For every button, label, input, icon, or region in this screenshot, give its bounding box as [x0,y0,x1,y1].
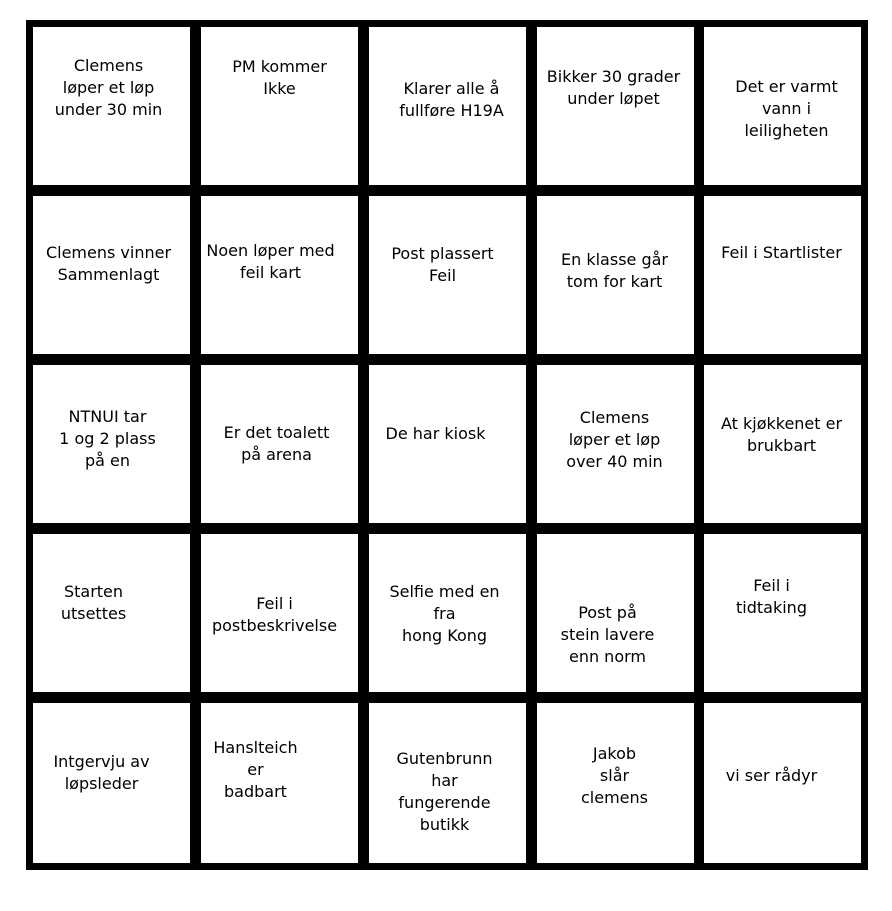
bingo-board [26,20,868,870]
bingo-cell-text: Hanslteich er badbart [213,738,298,801]
bingo-cell-text: Jakob slår clemens [581,744,648,807]
bingo-cell-text: Starten utsettes [60,582,127,623]
bingo-cell-text: vi ser rådyr [725,766,818,785]
bingo-cell[interactable] [537,703,694,863]
bingo-cell[interactable] [201,196,358,354]
bingo-cell[interactable] [33,196,190,354]
bingo-cell[interactable] [704,27,861,185]
bingo-cell[interactable] [33,534,190,692]
bingo-cell[interactable] [537,27,694,185]
bingo-cell-text: PM kommer Ikke [232,57,327,98]
bingo-cell[interactable] [369,534,526,692]
bingo-cell-text: Noen løper med feil kart [206,241,335,282]
bingo-cell-text: Det er varmt vann i leiligheten [735,77,838,140]
bingo-cell-text: Clemens løper et løp under 30 min [54,56,163,119]
bingo-cell-text: Clemens løper et løp over 40 min [566,408,663,471]
bingo-cell[interactable] [537,365,694,523]
bingo-cell-text: Feil i Startlister [721,243,842,262]
bingo-cell-text: Clemens vinner Sammenlagt [45,243,172,284]
bingo-cell[interactable] [704,196,861,354]
bingo-cell[interactable] [537,534,694,692]
bingo-cell-text: NTNUI tar 1 og 2 plass på en [59,407,156,470]
bingo-cell[interactable] [33,27,190,185]
bingo-cell[interactable] [369,703,526,863]
bingo-cell[interactable] [201,703,358,863]
bingo-cell[interactable] [704,365,861,523]
bingo-cell-text: En klasse går tom for kart [561,250,668,291]
bingo-cell-text: Post plassert Feil [391,244,494,285]
bingo-cell-text: Klarer alle å fullføre H19A [399,79,504,120]
bingo-cell-text: Er det toalett på arena [223,423,330,464]
bingo-cell-text: At kjøkkenet er brukbart [720,414,843,455]
bingo-cell[interactable] [369,196,526,354]
bingo-cell-text: Feil i postbeskrivelse [211,594,338,635]
bingo-cell-text: Feil i tidtaking [736,576,807,617]
bingo-cell[interactable] [704,534,861,692]
bingo-cell[interactable] [201,365,358,523]
bingo-cell[interactable] [704,703,861,863]
bingo-cell[interactable] [537,196,694,354]
bingo-cell-text: Intgervju av løpsleder [53,752,150,793]
bingo-cell-text: Bikker 30 grader under løpet [546,67,681,108]
bingo-cell-text: Gutenbrunn har fungerende butikk [396,749,493,834]
bingo-cell[interactable] [201,534,358,692]
bingo-cell[interactable] [369,27,526,185]
bingo-cell-text: Selfie med en fra hong Kong [389,582,500,645]
bingo-cell[interactable] [33,365,190,523]
bingo-cell[interactable] [201,27,358,185]
bingo-cell-text: De har kiosk [385,424,486,443]
bingo-cell[interactable] [369,365,526,523]
bingo-cell[interactable] [33,703,190,863]
bingo-cell-text: Post på stein lavere enn norm [560,603,655,666]
